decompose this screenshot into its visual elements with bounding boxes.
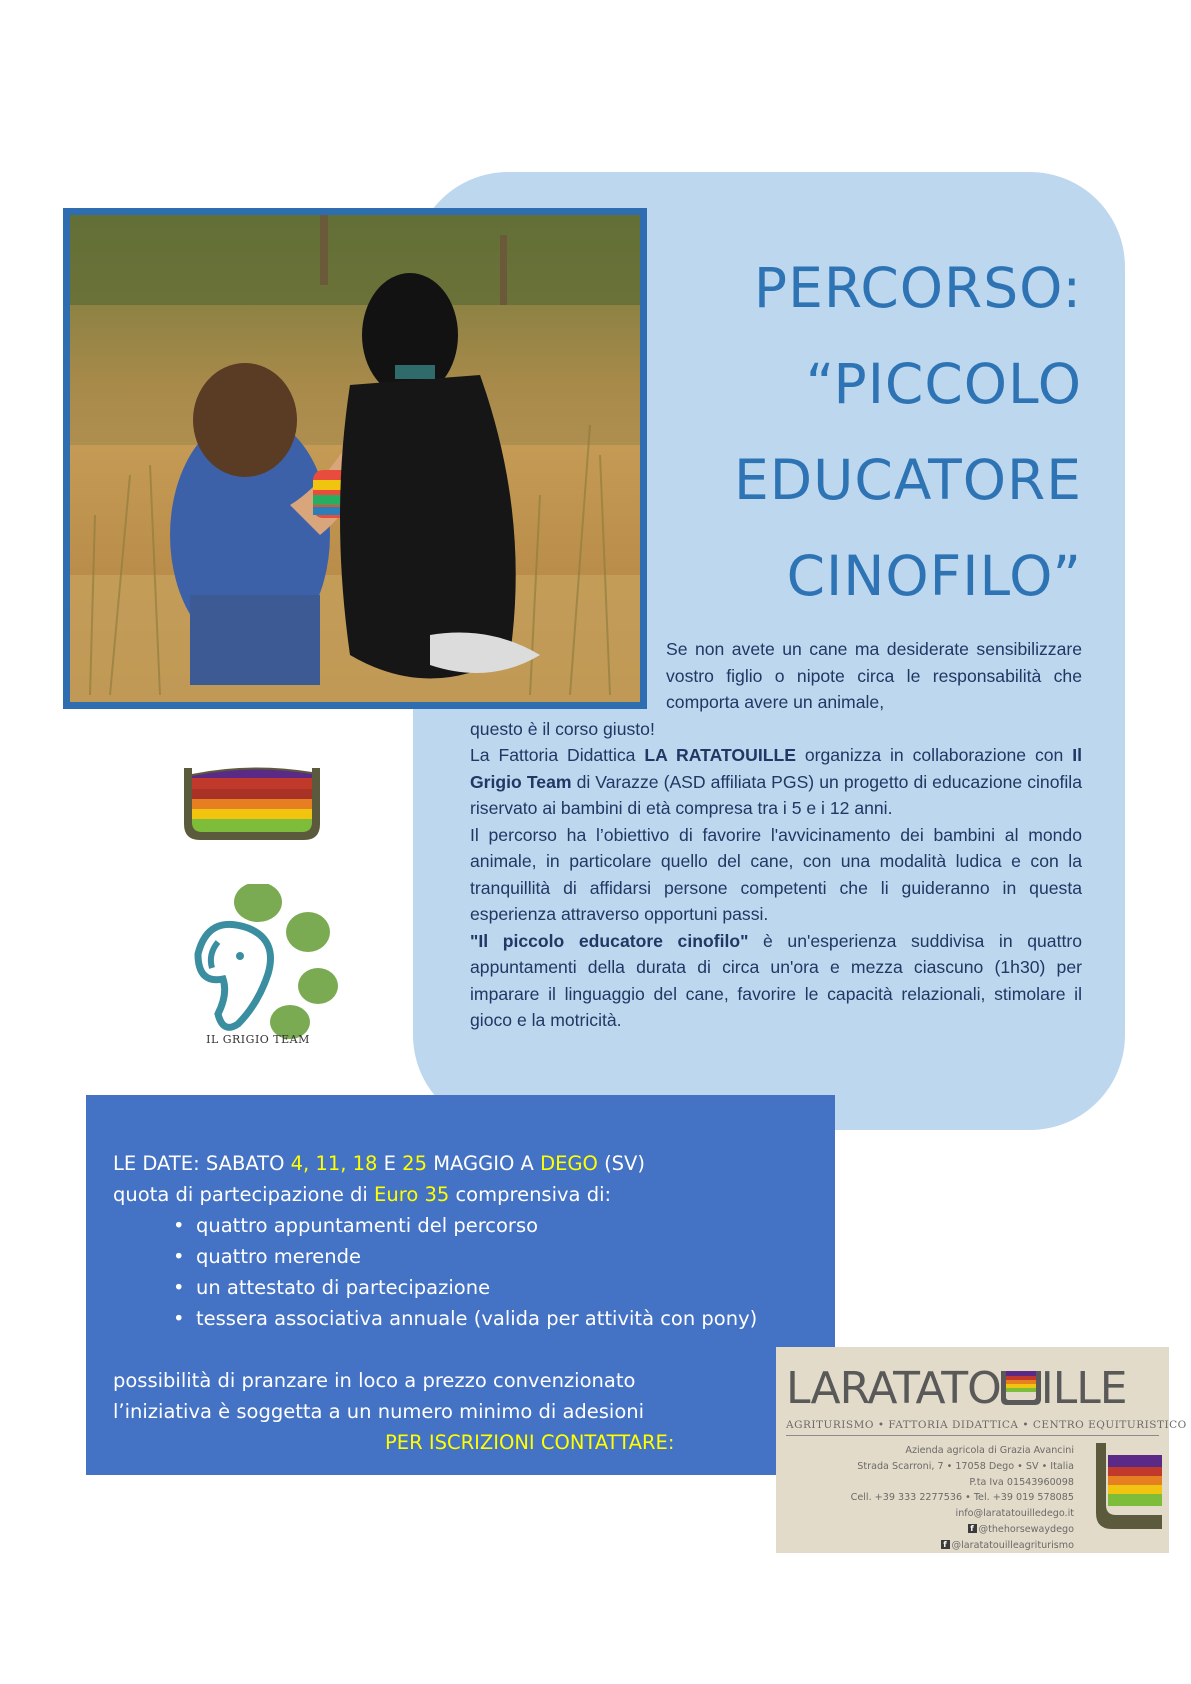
- spacer: [113, 1334, 813, 1365]
- card-tagline: AGRITURISMO • FATTORIA DIDATTICA • CENTRO EQUITURISTICO: [786, 1419, 1187, 1431]
- included-list: [113, 1210, 813, 1334]
- title-line-2: “PICCOLO: [805, 352, 1082, 416]
- business-card: [776, 1347, 1187, 1553]
- card-vat: P.ta Iva 01543960098: [969, 1476, 1074, 1488]
- text-span: MAGGIO A: [427, 1152, 541, 1175]
- team-name: Il Grigio Team: [470, 745, 1082, 792]
- list-item: [113, 1303, 813, 1334]
- card-facebook-2: [851, 1538, 1074, 1554]
- text-span: ILLE: [1040, 1363, 1127, 1414]
- text-span: La Fattoria Didattica: [470, 745, 645, 765]
- dates-line: [113, 1148, 813, 1179]
- list-item-text: tessera associativa annuale (valida per attività con pony): [196, 1307, 758, 1330]
- card-email: info@laratatouilledego.it: [955, 1508, 1074, 1520]
- text-span: (SV): [597, 1152, 646, 1175]
- photo-child-with-dog: [63, 208, 647, 709]
- text-span: @laratatouilleagriturismo: [951, 1539, 1074, 1551]
- divider: [786, 1435, 1159, 1436]
- list-item: [113, 1241, 813, 1272]
- rainbow-u-logo-icon: [1001, 1367, 1041, 1401]
- card-brand-name: [786, 1365, 1127, 1413]
- card-facebook-1: [851, 1522, 1074, 1538]
- dates-highlight: 4, 11, 18: [290, 1152, 378, 1175]
- list-item-text: quattro merende: [196, 1245, 362, 1268]
- dates-highlight: 25: [402, 1152, 427, 1175]
- page-title: [620, 240, 1082, 624]
- dog-paw-logo-icon: [178, 884, 338, 1049]
- lunch-line: possibilità di pranzare in loco a prezzo convenzionato: [113, 1369, 636, 1392]
- facebook-icon: f: [941, 1540, 950, 1549]
- text-span: comprensiva di:: [449, 1183, 612, 1206]
- bullet: •: [173, 1307, 185, 1330]
- list-item: [113, 1272, 813, 1303]
- card-contact-info: [851, 1443, 1074, 1554]
- place-highlight: DEGO: [540, 1152, 598, 1175]
- text-span: LARATATO: [786, 1363, 1001, 1414]
- text-span: LE DATE: SABATO: [113, 1152, 291, 1175]
- collaboration-paragraph: [470, 742, 1082, 822]
- fee-highlight: Euro 35: [374, 1183, 450, 1206]
- contact-line: PER ISCRIZIONI CONTATTARE:: [385, 1431, 675, 1454]
- minimum-line: l’iniziativa è soggetta a un numero minimo di adesioni: [113, 1400, 645, 1423]
- bullet: •: [173, 1276, 185, 1299]
- farm-name: LA RATATOUILLE: [644, 745, 796, 765]
- facebook-icon: f: [968, 1524, 977, 1533]
- text-span: quota di partecipazione di: [113, 1183, 375, 1206]
- bullet: •: [173, 1245, 185, 1268]
- card-address: Strada Scarroni, 7 • 17058 Dego • SV • Italia: [857, 1460, 1074, 1472]
- text-span: di Varazze (ASD affiliata PGS) un progetto di educazione cinofila riservato ai bambini di età compresa tra i 5 e i 12 anni.: [470, 771, 1082, 818]
- text-span: E: [377, 1152, 403, 1175]
- text-span: @thehorsewaydego: [978, 1523, 1074, 1535]
- intro-paragraph: Se non avete un cane ma desiderate sensibilizzare vostro figlio o nipote circa le responsabilità che comporta avere un animale,: [666, 639, 1082, 712]
- info-text: [113, 1148, 813, 1458]
- course-paragraph: [470, 928, 1082, 1034]
- list-item-text: un attestato di partecipazione: [196, 1276, 491, 1299]
- list-item: [113, 1210, 813, 1241]
- intro-paragraph-end: questo è il corso giusto!: [470, 718, 655, 739]
- photo-illustration: [70, 215, 640, 702]
- list-item-text: quattro appuntamenti del percorso: [196, 1214, 539, 1237]
- text-span: organizza in collaborazione con: [795, 745, 1073, 765]
- title-line-1: PERCORSO:: [753, 256, 1082, 320]
- title-line-3: EDUCATORE: [734, 448, 1082, 512]
- brand-u-glyph: [1001, 1371, 1041, 1405]
- rainbow-u-logo-icon: [1096, 1443, 1162, 1529]
- rainbow-u-logo-icon: [180, 762, 324, 844]
- description-text: [470, 636, 1082, 1034]
- card-phone: Cell. +39 333 2277536 • Tel. +39 019 578085: [850, 1492, 1074, 1504]
- card-company: Azienda agricola di Grazia Avancini: [905, 1445, 1074, 1456]
- fee-line: [113, 1179, 813, 1210]
- objective-paragraph: Il percorso ha l’obiettivo di favorire l'avvicinamento dei bambini al mondo animale, in particolare quello del cane, con una modalità ludica e con la tranquillità di affidarsi persone competenti che li guideranno in questa esperienza attraverso opportuni passi.: [470, 824, 1082, 924]
- grigio-team-label: IL GRIGIO TEAM: [206, 1033, 310, 1046]
- bullet: •: [173, 1214, 185, 1237]
- text-span: è un'esperienza suddivisa in quattro appuntamenti della durata di circa un'ora e mezza ciascuno (1h30) per imparare il linguaggio del cane, favorire le capacità relazionali, stimolare il gioco e la motricità.: [470, 930, 1082, 1030]
- course-name: "Il piccolo educatore cinofilo": [470, 930, 749, 951]
- title-line-4: CINOFILO”: [786, 544, 1082, 608]
